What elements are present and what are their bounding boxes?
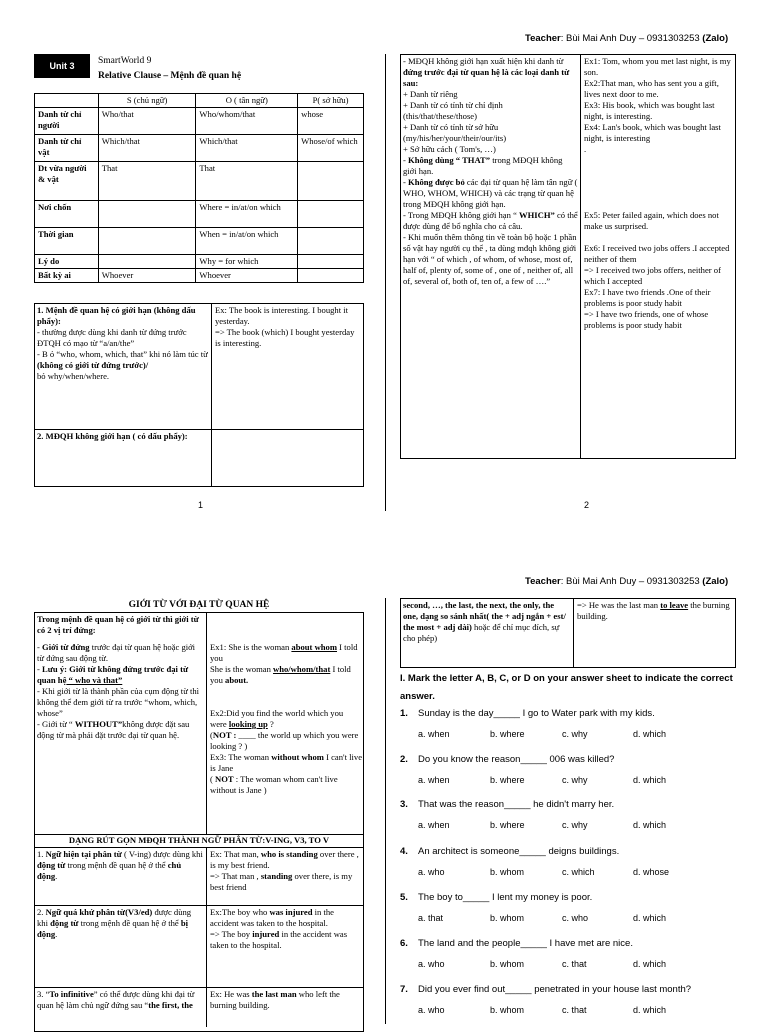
table-cell: whose — [298, 108, 364, 135]
table-header-row — [35, 94, 364, 108]
text-segment: over there , is my best friend. => That man , — [210, 849, 359, 881]
text-segment: trước đại từ quan hệ hoặc giới từ đứng sau động từ. - — [37, 642, 196, 674]
text-segment: looking up — [228, 719, 268, 729]
text-segment: Không được bỏ — [408, 177, 465, 187]
text-segment: NOT — [215, 774, 234, 784]
answer-option[interactable]: d. which — [633, 820, 667, 830]
table-cell: Whoever — [196, 269, 298, 283]
question-text: The boy to_____ I lent my money is poor. — [418, 892, 593, 903]
table-cell: Whose/of which — [298, 135, 364, 162]
table-cell — [98, 228, 196, 255]
question-number: 5. — [400, 892, 408, 903]
answer-option[interactable]: a. who — [418, 959, 445, 969]
text-segment: Giới từ đứng — [42, 642, 90, 652]
p3-hline-d — [34, 987, 364, 988]
p3-reduced-title: DẠNG RÚT GỌN MĐQH THÀNH NGỮ PHÂN TỪ:V-ING, V3, TO V — [68, 835, 330, 845]
text-segment: 2. — [37, 907, 46, 917]
answer-option[interactable]: c. why — [562, 729, 588, 739]
answer-option[interactable]: a. when — [418, 775, 450, 785]
answer-option[interactable]: b. whom — [490, 867, 525, 877]
book-title: SmartWorld 9 — [98, 56, 152, 66]
answer-option[interactable]: c. that — [562, 959, 587, 969]
text-segment: : The woman whom can't live without is Jane ) — [210, 774, 338, 795]
question-text: The land and the people_____ I have met are nice. — [418, 938, 633, 949]
text-segment: injured — [252, 929, 280, 939]
p3-divider-b — [206, 847, 207, 1027]
p1-restrictive-rule: 1. Mệnh đề quan hệ có giới hạn (không dấu phẩy): - thường được dùng khi danh từ đứng trước ĐTQH có mạo từ “a/an/the” - B ỏ “who, whom, which, that” khi nó làm túc từ (không có giới từ đứng trước)/ bỏ why/when/where. — [37, 305, 208, 381]
answer-option[interactable]: b. where — [490, 729, 525, 739]
table-row — [35, 135, 364, 162]
answer-option[interactable]: d. which — [633, 1005, 667, 1015]
table-cell: Danh từ chỉ người — [35, 108, 99, 135]
table-cell: Thời gian — [35, 228, 99, 255]
text-segment: was injured — [269, 907, 313, 917]
text-segment: trong mệnh đề quan hệ ở thể — [65, 860, 168, 870]
p4-infinitive-example-cont — [577, 600, 734, 622]
table-cell: Nơi chốn — [35, 201, 99, 228]
table-cell: Where = in/at/on which — [196, 201, 298, 228]
text-segment: có thể được dùng để bổ nghĩa cho cả câu. - Khi muốn thêm thông tin về toàn bộ hoặc 1 phần số vật hay người cụ thể , ta dùng mđqh không giới hạn với “ of which , of whom, of whose, most of, half of, plenty of, some of , one of , neither of, all of, several of, both of, ten of, a few of ….” — [403, 210, 578, 286]
text-segment: who is standing — [260, 849, 318, 859]
table-row — [35, 108, 364, 135]
question-number: 2. — [400, 754, 408, 765]
text-segment: without whom — [271, 752, 324, 762]
text-segment: Ex: He was — [210, 989, 252, 999]
p3-hline-c — [34, 905, 364, 906]
column-divider-bottom — [385, 598, 386, 1024]
p4-infinitive-rule-cont — [403, 600, 571, 644]
text-segment: . — [55, 871, 58, 881]
text-segment: được dùng khi — [37, 907, 192, 928]
p3-past-participle-rule — [37, 907, 203, 940]
answer-option[interactable]: b. whom — [490, 913, 525, 923]
text-segment: WITHOUT” — [74, 719, 123, 729]
answer-option[interactable]: a. who — [418, 1005, 445, 1015]
p2-examples: Ex1: Tom, whom you met last night, is my son. Ex2:That man, who has sent you a gift, lives next door to me. Ex3: His book, which was bought last night, is interesting. Ex4: Lan's book, which was bought last night, is interesting . Ex5: Peter failed again, which does not make us surprised. Ex6: I received two jobs offers .I accepted neither of them => I received two jobs offers, neither of which I accepted Ex7: I have two friends .One of their problems is poor study habit => I have two friends, one of whose problems is poor study habit — [584, 56, 731, 330]
text-segment: trong MĐQH không giới hạn. - — [403, 155, 563, 187]
table-cell: Who/that — [98, 108, 196, 135]
p3-preposition-examples — [210, 642, 362, 832]
p3-infinitive-example — [210, 989, 362, 1011]
text-segment: Ex1: She is the woman — [210, 642, 292, 652]
p3-preposition-rules — [37, 642, 203, 832]
text-segment: Ngữ quá khứ phân từ(V3/ed) — [45, 907, 153, 917]
question-text: An architect is someone_____ deigns buildings. — [418, 846, 620, 857]
p2-box-divider — [580, 54, 581, 459]
text-segment: NOT : — [212, 730, 239, 740]
text-segment: động từ — [37, 860, 66, 870]
p3-past-participle-example — [210, 907, 362, 951]
text-segment: I told you — [210, 664, 351, 685]
answer-option[interactable]: c. who — [562, 913, 589, 923]
table-row — [35, 201, 364, 228]
table-cell — [98, 255, 196, 269]
text-segment: I can't live is Jane ( — [210, 752, 362, 784]
table-header-2: O ( tân ngữ) — [196, 94, 298, 108]
text-segment: trong mệnh đề quan hệ ở thể — [78, 918, 181, 928]
exercise-instruction: I. Mark the letter A, B, C, or D on your answer sheet to indicate the correct answer. — [400, 673, 733, 702]
p1-nonrestrictive-title: 2. MĐQH không giới hạn ( có dấu phẩy): — [37, 431, 188, 441]
text-segment: các đại từ quan hệ làm tân ngữ ( WHO, WHOM, WHICH) và các trạng từ quan hệ trong MĐQH không giới hạn. - Trong MĐQH không giới hạn “ — [403, 177, 578, 220]
text-segment: to leave — [660, 600, 689, 610]
unit-badge: Unit 3 — [34, 54, 90, 78]
answer-option[interactable]: d. which — [633, 729, 667, 739]
table-cell: Whoever — [98, 269, 196, 283]
table-cell: Who/whom/that — [196, 108, 298, 135]
answer-option[interactable]: b. whom — [490, 1005, 525, 1015]
text-segment: chủ động — [37, 860, 182, 881]
text-segment: Ex2:Did you find the world which you were — [210, 708, 344, 729]
text-segment: + Danh từ riêng + Danh từ có tính từ chỉ định (this/that/these/those) + Danh từ có tính từ sở hữu (my/his/her/your/their/our/its) + Sở hữu cách ( Tom's, …) - — [403, 89, 507, 165]
table-row — [35, 228, 364, 255]
text-segment: ” có thể được dùng khi đại từ quan hệ làm chủ ngữ đứng sau “ — [37, 989, 195, 1010]
text-segment: Ngữ hiện tại phân từ — [45, 849, 122, 859]
teacher-header-top: Teacher: Bùi Mai Anh Duy – 0931303253 (Zalo) — [525, 33, 729, 44]
table-cell — [298, 228, 364, 255]
page-number-2: 2 — [584, 500, 590, 510]
table-cell: Danh từ chỉ vật — [35, 135, 99, 162]
text-segment: WHICH” — [519, 210, 555, 220]
answer-option[interactable]: d. which — [633, 959, 667, 969]
text-segment: Ex: That man, — [210, 849, 261, 859]
text-segment: who/whom/that — [273, 664, 331, 674]
table-cell: Bất kỳ ai — [35, 269, 99, 283]
answer-option[interactable]: c. why — [562, 820, 588, 830]
table-cell — [298, 269, 364, 283]
question-text: Did you ever find out_____ penetrated in your house last month? — [418, 984, 692, 995]
text-segment: the last man — [251, 989, 297, 999]
text-segment: I told you She is the woman — [210, 642, 358, 674]
text-segment: ( V-ing) được dùng khi — [121, 849, 203, 859]
table-cell: Lý do — [35, 255, 99, 269]
p1-restrictive-example: Ex: The book is interesting. I bought it yesterday. => The book (which) I bought yesterday is interesting. — [215, 305, 355, 348]
text-segment: bị động — [37, 918, 189, 939]
table-cell: Why = for which — [196, 255, 298, 269]
answer-option[interactable]: c. that — [562, 1005, 587, 1015]
p1-box-divider — [211, 303, 212, 487]
p3-present-participle-example — [210, 849, 362, 893]
answer-option[interactable]: a. when — [418, 820, 450, 830]
text-segment: đứng trước đại từ quan hệ là các loại danh từ sau: — [403, 67, 570, 88]
answer-option[interactable]: a. who — [418, 867, 445, 877]
table-cell — [298, 201, 364, 228]
table-cell — [98, 201, 196, 228]
p3-intro: Trong mệnh đề quan hệ có giới từ thì giới từ có 2 vị trí đứng: — [37, 614, 199, 635]
text-segment: about. — [225, 675, 249, 685]
p3-hline-b — [34, 847, 364, 848]
text-segment: động từ — [50, 918, 79, 928]
answer-option[interactable]: b. where — [490, 820, 525, 830]
table-cell: When = in/at/on which — [196, 228, 298, 255]
text-segment: - Khi giới từ là thành phần của cụm động từ thì không thể đem giới từ ra trước “whom, which, whose” - Giới từ “ — [37, 686, 200, 729]
text-segment: hoặc để chỉ mục đích, sự cho phép) — [403, 622, 560, 643]
table-cell — [298, 162, 364, 201]
answer-option[interactable]: c. which — [562, 867, 595, 877]
text-segment: Không dùng “ THAT” — [408, 155, 491, 165]
question-text: Do you know the reason_____ 006 was killed? — [418, 754, 615, 765]
question-text: That was the reason_____ he didn't marry her. — [418, 799, 615, 810]
text-segment: - MĐQH không giới hạn xuất hiện khi danh từ — [403, 56, 564, 66]
table-row — [35, 255, 364, 269]
p3-present-participle-rule — [37, 849, 203, 882]
answer-option[interactable]: c. why — [562, 775, 588, 785]
text-segment: Lưu ý: Giới từ không đứng trước đại từ quan hệ — [37, 664, 189, 685]
p2-nonrestrictive-rules — [403, 56, 578, 287]
question-number: 3. — [400, 799, 408, 810]
answer-option[interactable]: b. whom — [490, 959, 525, 969]
text-segment: about whom — [291, 642, 338, 652]
text-segment: To infinitive — [49, 989, 94, 999]
p3-infinitive-rule — [37, 989, 203, 1011]
text-segment: second, …, the last, the next, the only, the one, dạng so sánh nhất( the + adj ngắn + est/ the most + adj dài) — [403, 600, 566, 632]
question-number: 7. — [400, 984, 408, 995]
text-segment: Ex:The boy who — [210, 907, 270, 917]
text-segment: . — [55, 929, 58, 939]
p1-box-hline — [34, 429, 364, 430]
table-cell: That — [196, 162, 298, 201]
text-segment: không được đặt sau động từ mà phải đặt trước đại từ quan hệ. — [37, 719, 190, 740]
answer-option[interactable]: d. which — [633, 775, 667, 785]
text-segment: standing — [260, 871, 293, 881]
text-segment: 1. — [37, 849, 46, 859]
table-cell: Dt vừa người & vật — [35, 162, 99, 201]
text-segment: ? ( — [210, 719, 274, 740]
text-segment: the burning building. — [577, 600, 730, 621]
column-divider-top — [385, 54, 386, 511]
table-cell: That — [98, 162, 196, 201]
question-number: 4. — [400, 846, 408, 857]
pronoun-table — [34, 93, 364, 283]
text-segment: ____ the world up which you were looking ? ) Ex3: The woman — [210, 730, 359, 762]
answer-option[interactable]: a. when — [418, 729, 450, 739]
text-segment: - — [37, 642, 43, 652]
text-segment: => He was the last man — [577, 600, 661, 610]
table-cell: Which/that — [196, 135, 298, 162]
text-segment: 3. “ — [37, 989, 50, 999]
text-segment: in the accident was taken to the hospital. — [210, 929, 348, 950]
page-number-1: 1 — [198, 500, 204, 510]
table-row — [35, 269, 364, 283]
question-number: 1. — [400, 708, 408, 719]
table-header-0 — [35, 94, 99, 108]
text-segment: over there, is my best friend — [210, 871, 353, 892]
answer-option[interactable]: d. whose — [633, 867, 670, 877]
answer-option[interactable]: d. which — [633, 913, 667, 923]
question-text: Sunday is the day_____ I go to Water park with my kids. — [418, 708, 655, 719]
lesson-title: Relative Clause – Mệnh đề quan hệ — [98, 71, 242, 81]
text-segment: “ who và that” — [66, 675, 123, 685]
text-segment: the first, the — [148, 1000, 193, 1010]
table-header-1: S (chủ ngữ) — [98, 94, 196, 108]
table-cell: Which/that — [98, 135, 196, 162]
teacher-header-bottom: Teacher: Bùi Mai Anh Duy – 0931303253 (Zalo) — [525, 576, 729, 587]
p3-divider-a — [206, 612, 207, 834]
preposition-title: GIỚI TỪ VỚI ĐẠI TỪ QUAN HỆ — [128, 600, 270, 610]
p4-top-divider — [573, 598, 574, 668]
question-number: 6. — [400, 938, 408, 949]
text-segment: in the accident was taken to the hospital. => The boy — [210, 907, 334, 939]
table-cell — [298, 255, 364, 269]
text-segment: who left the burning building. — [210, 989, 340, 1010]
table-row — [35, 162, 364, 201]
answer-option[interactable]: a. that — [418, 913, 444, 923]
answer-option[interactable]: b. where — [490, 775, 525, 785]
table-header-3: P( sở hữu) — [298, 94, 364, 108]
